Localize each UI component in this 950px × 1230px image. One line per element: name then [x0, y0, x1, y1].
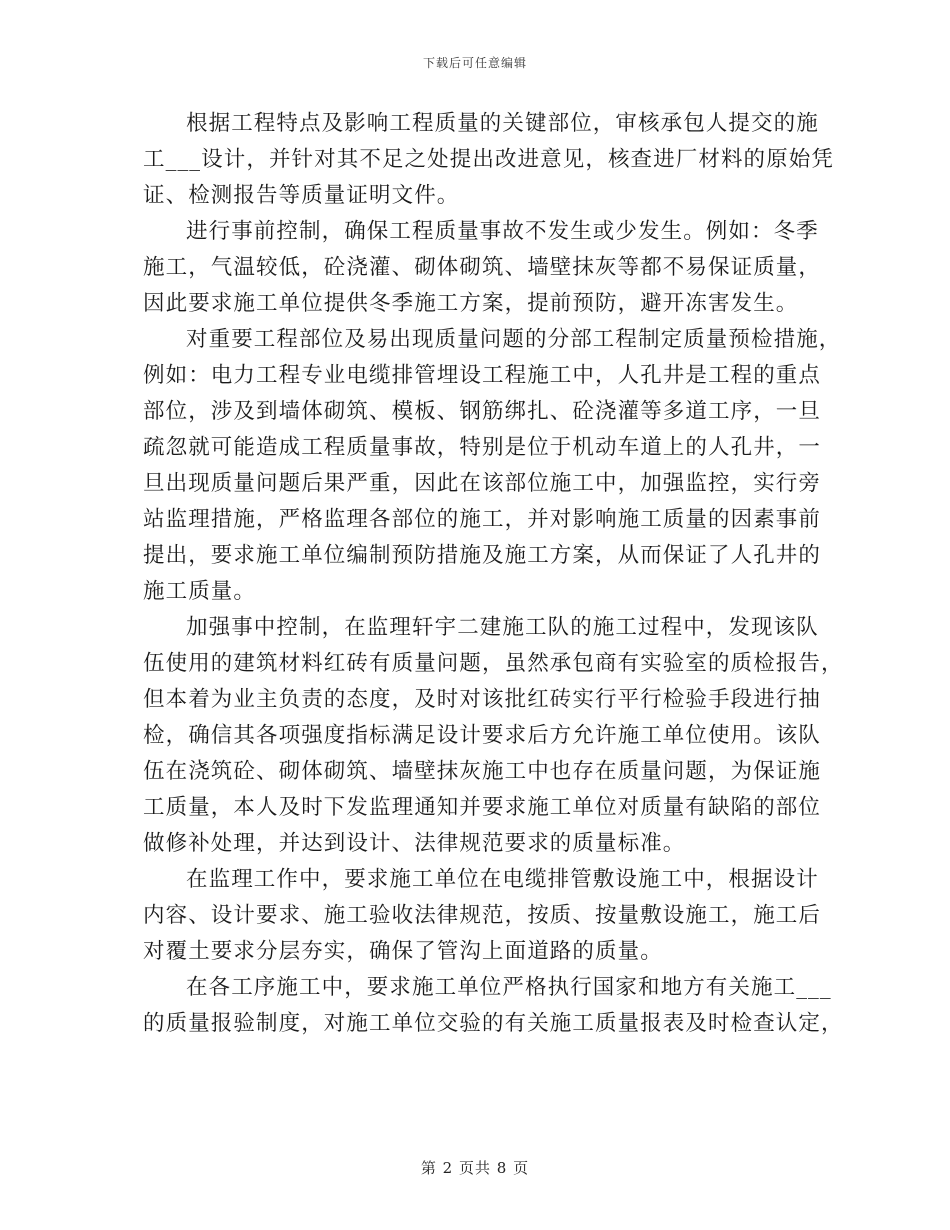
paragraph-3-line-6: 站监理措施，严格监理各部位的施工，并对影响施工质量的因素事前 — [143, 507, 822, 532]
paragraph-3-line-3: 部位，涉及到墙体砌筑、模板、钢筋绑扎、砼浇灌等多道工序，一旦 — [143, 399, 822, 424]
paragraph-4-line-7: 做修补处理，并达到设计、法律规范要求的质量标准。 — [143, 831, 686, 856]
paragraph-2-line-2: 施工，气温较低，砼浇灌、砌体砌筑、墙壁抹灰等都不易保证质量， — [143, 255, 822, 280]
paragraph-5-line-1: 在监理工作中，要求施工单位在电缆排管敷设施工中，根据设计 — [186, 867, 819, 892]
paragraph-4-line-1: 加强事中控制，在监理轩宇二建施工队的施工过程中，发现该队 — [186, 615, 819, 640]
document-body — [143, 106, 844, 1042]
paragraph-4-line-5: 伍在浇筑砼、砌体砌筑、墙壁抹灰施工中也存在质量问题，为保证施 — [143, 759, 822, 784]
paragraph-5-line-3: 对覆土要求分层夯实，确保了管沟上面道路的质量。 — [143, 939, 663, 964]
paragraph-1-line-3: 证、检测报告等质量证明文件。 — [143, 183, 460, 208]
paragraph-3-line-5: 旦出现质量问题后果严重，因此在该部位施工中，加强监控，实行旁 — [143, 471, 822, 496]
paragraph-4-line-4: 检，确信其各项强度指标满足设计要求后方允许施工单位使用。该队 — [143, 723, 822, 748]
page-header: 下载后可任意编辑 — [422, 56, 527, 70]
paragraph-3-line-1: 对重要工程部位及易出现质量问题的分部工程制定质量预检措施， — [186, 327, 842, 352]
paragraph-1-line-1: 根据工程特点及影响工程质量的关键部位，审核承包人提交的施 — [186, 111, 819, 136]
paragraph-6-line-1: 在各工序施工中，要求施工单位严格执行国家和地方有关施工___ — [186, 975, 832, 1000]
paragraph-2-line-1: 进行事前控制，确保工程质量事故不发生或少发生。例如：冬季 — [186, 219, 819, 244]
paragraph-4-line-2: 伍使用的建筑材料红砖有质量问题，虽然承包商有实验室的质检报告， — [143, 651, 844, 676]
paragraph-3-line-8: 施工质量。 — [143, 579, 257, 604]
paragraph-4-line-6: 工质量，本人及时下发监理通知并要求施工单位对质量有缺陷的部位 — [143, 795, 822, 820]
paragraph-5-line-2: 内容、设计要求、施工验收法律规范，按质、按量敷设施工，施工后 — [143, 903, 822, 928]
paragraph-3-line-4: 疏忽就可能造成工程质量事故，特别是位于机动车道上的人孔井，一 — [143, 435, 822, 460]
page-number: 第 2 页共 8 页 — [420, 1159, 530, 1177]
paragraph-3-line-7: 提出，要求施工单位编制预防措施及施工方案，从而保证了人孔井的 — [143, 543, 822, 568]
paragraph-3-line-2: 例如：电力工程专业电缆排管埋设工程施工中，人孔井是工程的重点 — [143, 363, 822, 388]
paragraph-4-line-3: 但本着为业主负责的态度，及时对该批红砖实行平行检验手段进行抽 — [143, 687, 822, 712]
paragraph-1-line-2: 工___设计，并针对其不足之处提出改进意见，核查进厂材料的原始凭 — [143, 147, 834, 172]
paragraph-6-line-2: 的质量报验制度，对施工单位交验的有关施工质量报表及时检查认定， — [143, 1011, 844, 1036]
paragraph-2-line-3: 因此要求施工单位提供冬季施工方案，提前预防，避开冻害发生。 — [143, 291, 799, 316]
